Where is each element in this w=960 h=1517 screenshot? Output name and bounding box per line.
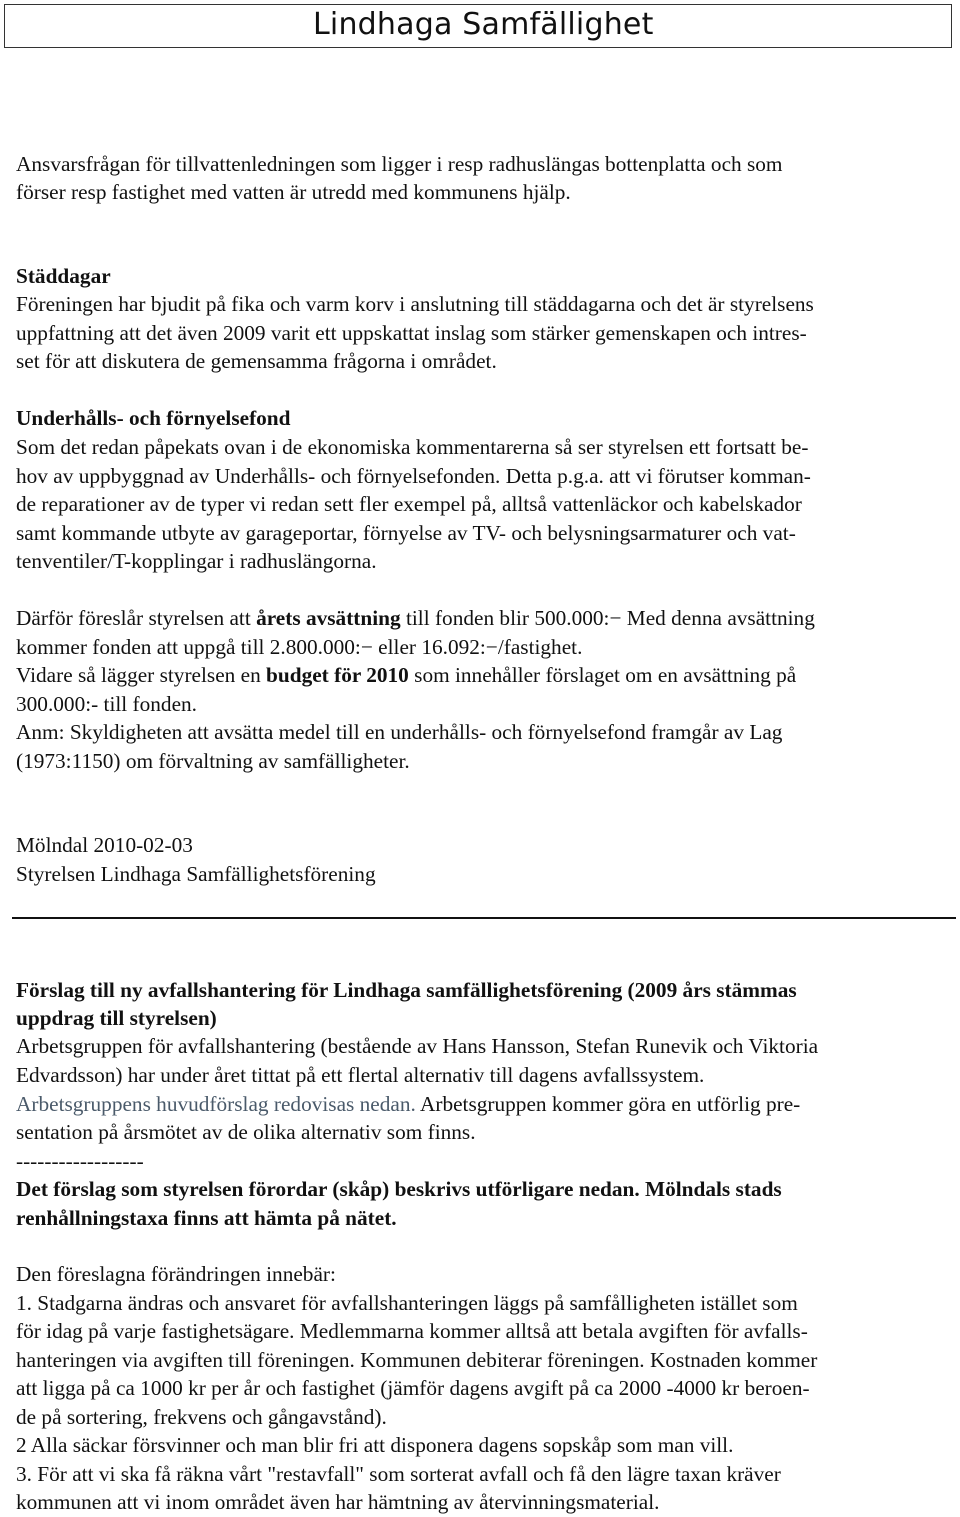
avfall-recommendation-line-1: Det förslag som styrelsen förordar (skåp) beskrivs utförligare nedan. Mölndals stads [16,1177,782,1201]
budget-line-1 [16,661,796,690]
page-title: Lindhaga Samfällighet [313,7,654,42]
item-1-line-5: de på sortering, frekvens och gångavstånd). [16,1405,387,1429]
fond-line-5: tenventiler/T-kopplingar i radhuslängorna. [16,549,377,573]
fond-proposal-line-2: kommer fonden att uppgå till 2.800.000:− eller 16.092:−/fastighet. [16,635,583,659]
budget-bold: budget för 2010 [266,663,409,687]
fond-line-3: de reparationer av de typer vi redan sett fler exempel på, alltså vattenläckor och kabelskador [16,492,802,516]
avfall-line-3-rest: Arbetsgruppen kommer göra en utförlig pre- [415,1092,801,1116]
budget-pre: Vidare så lägger styrelsen en [16,663,267,687]
budget-line-2: 300.000:- till fonden. [16,692,198,716]
change-heading: Den föreslagna förändringen innebär: [16,1262,336,1286]
avfall-heading-line-1: Förslag till ny avfallshantering för Lindhaga samfällighetsförening (2009 års stämmas [16,978,797,1002]
fond-proposal-pre: Därför föreslår styrelsen att [16,606,257,630]
fond-proposal-post: till fonden blir 500.000:− Med denna avsättning [400,606,815,630]
item-2: 2 Alla säckar försvinner och man blir fri att disponera dagens sopskåp som man vill. [16,1433,734,1457]
staddagar-line-2: uppfattning att det även 2009 varit ett uppskattat inslag som stärker gemenskapen och intres- [16,321,807,345]
avfall-line-1: Arbetsgruppen för avfallshantering (bestående av Hans Hansson, Stefan Runevik och Viktoria [16,1034,819,1058]
staddagar-heading: Städdagar [16,264,111,288]
avfall-main-proposal-note: Arbetsgruppens huvudförslag redovisas nedan. [16,1092,416,1116]
avfall-line-2: Edvardsson) har under året tittat på ett flertal alternativ till dagens avfallssystem. [16,1063,705,1087]
intro-line-1: Ansvarsfrågan för tillvattenledningen som ligger i resp radhuslängas bottenplatta och som [16,152,783,176]
item-1-line-4: att ligga på ca 1000 kr per år och fastighet (jämför dagens avgift på ca 2000 -4000 kr beroen- [16,1376,810,1400]
fond-line-1: Som det redan påpekats ovan i de ekonomiska kommentarerna så ser styrelsen ett fortsatt be- [16,435,809,459]
fond-line-2: hov av uppbyggnad av Underhålls- och förnyelsefonden. Detta p.g.a. att vi förutser komman- [16,464,811,488]
anm-line-1: Anm: Skyldigheten att avsätta medel till en underhålls- och förnyelsefond framgår av Lag [16,720,783,744]
item-1-line-2: för idag på varje fastighetsägare. Medlemmarna kommer alltså att betala avgiften för avfalls- [16,1319,808,1343]
avfall-recommendation-line-2: renhållningstaxa finns att hämta på nätet. [16,1206,397,1230]
staddagar-line-1: Föreningen har bjudit på fika och varm korv i anslutning till städdagarna och det är styrelsens [16,292,814,316]
staddagar-line-3: set för att diskutera de gemensamma frågorna i området. [16,349,497,373]
budget-post: som innehåller förslaget om en avsättning på [408,663,797,687]
item-3-line-2: kommunen att vi inom området även har hämtning av återvinningsmaterial. [16,1490,660,1514]
separator-dashes: ------------------ [16,1149,144,1173]
header-box [4,4,952,48]
signature-place-date: Mölndal 2010-02-03 [16,833,193,857]
item-1-line-3: hanteringen via avgiften till föreningen. Kommunen debiterar föreningen. Kostnaden kommer [16,1348,818,1372]
item-3-line-1: 3. För att vi ska få räkna vårt "restavfall" som sorterat avfall och få den lägre taxan kräver [16,1462,781,1486]
anm-line-2: (1973:1150) om förvaltning av samfälligheter. [16,749,410,773]
fond-heading: Underhålls- och förnyelsefond [16,406,291,430]
intro-line-2: förser resp fastighet med vatten är utredd med kommunens hjälp. [16,180,571,204]
avfall-line-3 [16,1090,800,1119]
fond-proposal-line-1 [16,604,815,633]
avfall-heading-line-2: uppdrag till styrelsen) [16,1006,217,1030]
fond-proposal-bold: årets avsättning [256,606,401,630]
item-1-line-1: 1. Stadgarna ändras och ansvaret för avfallshanteringen läggs på samfålligheten istället som [16,1291,798,1315]
avfall-line-4: sentation på årsmötet av de olika alternativ som finns. [16,1120,476,1144]
signature-board: Styrelsen Lindhaga Samfällighetsförening [16,862,376,886]
fond-line-4: samt kommande utbyte av garageportar, förnyelse av TV- och belysningsarmaturer och vat- [16,521,796,545]
section-divider [12,917,956,919]
